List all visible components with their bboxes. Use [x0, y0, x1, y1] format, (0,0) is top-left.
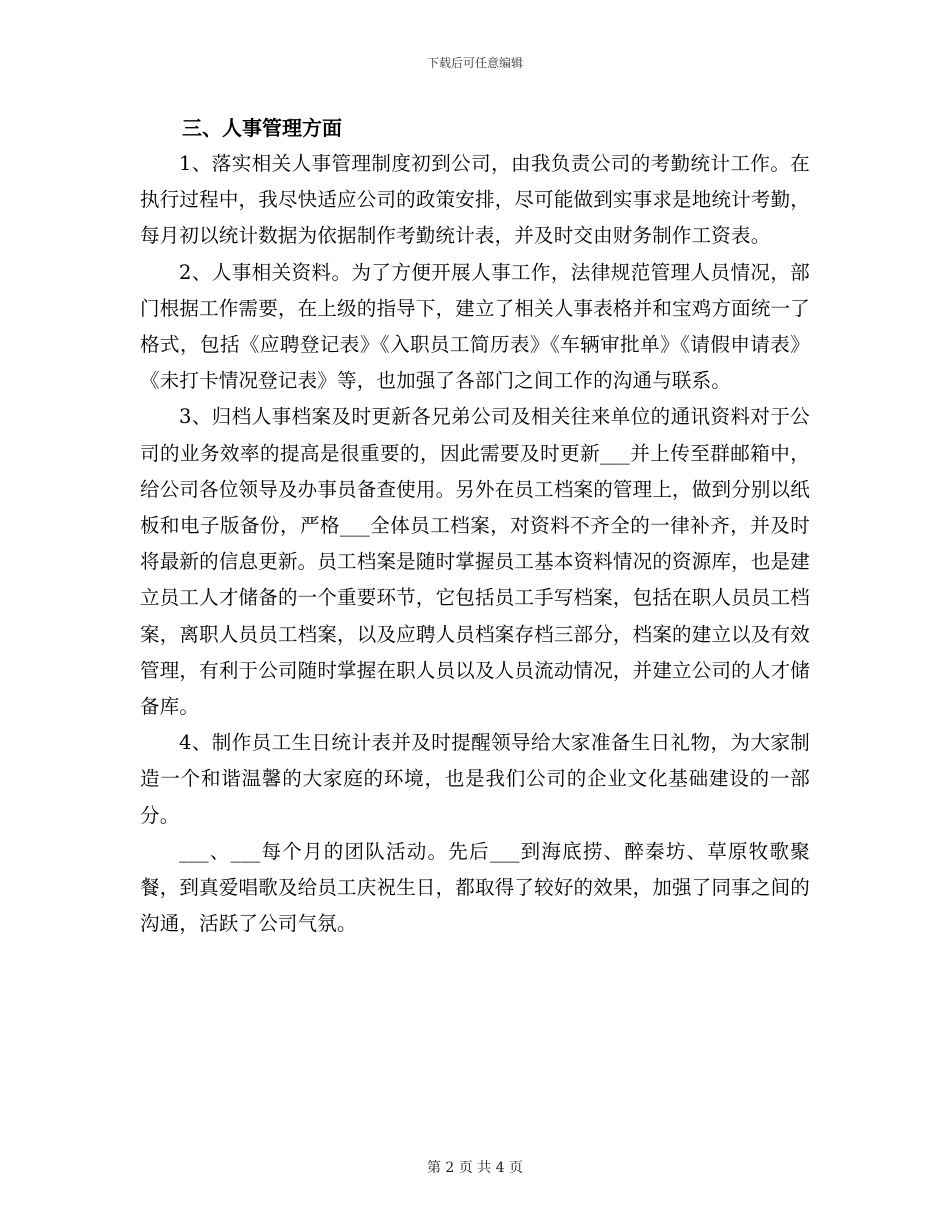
section-title: 三、人事管理方面: [182, 116, 342, 140]
paragraph-hr-documents: 2、人事相关资料。为了方便开展人事工作，法律规范管理人员情况，部门根据工作需要，在上级的指导下，建立了相关人事表格并和宝鸡方面统一了格式，包括《应聘登记表》《入职员工简历表》《车辆审批单》《请假申请表》《未打卡情况登记表》等，也加强了各部门之间工作的沟通与联系。: [140, 260, 810, 393]
paragraph-attendance: 1、落实相关人事管理制度初到公司，由我负责公司的考勤统计工作。在执行过程中，我尽快适应公司的政策安排，尽可能做到实事求是地统计考勤，每月初以统计数据为依据制作考勤统计表，并及时交由财务制作工资表。: [140, 152, 810, 248]
paragraph-team-activities: ___、___每个月的团队活动。先后___到海底捞、醉秦坊、草原牧歌聚餐，到真爱唱歌及给员工庆祝生日，都取得了较好的效果，加强了同事之间的沟通，活跃了公司气氛。: [140, 839, 810, 936]
paragraph-birthday: 4、制作员工生日统计表并及时提醒领导给大家准备生日礼物，为大家制造一个和谐温馨的大家庭的环境，也是我们公司的企业文化基础建设的一部分。: [140, 731, 810, 827]
page-number: 第 2 页 共 4 页: [426, 1160, 524, 1176]
paragraph-archives: 3、归档人事档案及时更新各兄弟公司及相关往来单位的通讯资料对于公司的业务效率的提高是很重要的，因此需要及时更新___并上传至群邮箱中，给公司各位领导及办事员备查使用。另外在员工档案的管理上，做到分别以纸板和电子版备份，严格___全体员工档案，对资料不齐全的一律补齐，并及时将最新的信息更新。员工档案是随时掌握员工基本资料情况的资源库，也是建立员工人才储备的一个重要环节，它包括员工手写档案，包括在职人员员工档案，离职人员员工档案，以及应聘人员档案存档三部分，档案的建立以及有效管理，有利于公司随时掌握在职人员以及人员流动情况，并建立公司的人才储备库。: [140, 405, 810, 719]
document-body: [140, 110, 810, 942]
header-note: 下载后可任意编辑: [426, 56, 523, 70]
